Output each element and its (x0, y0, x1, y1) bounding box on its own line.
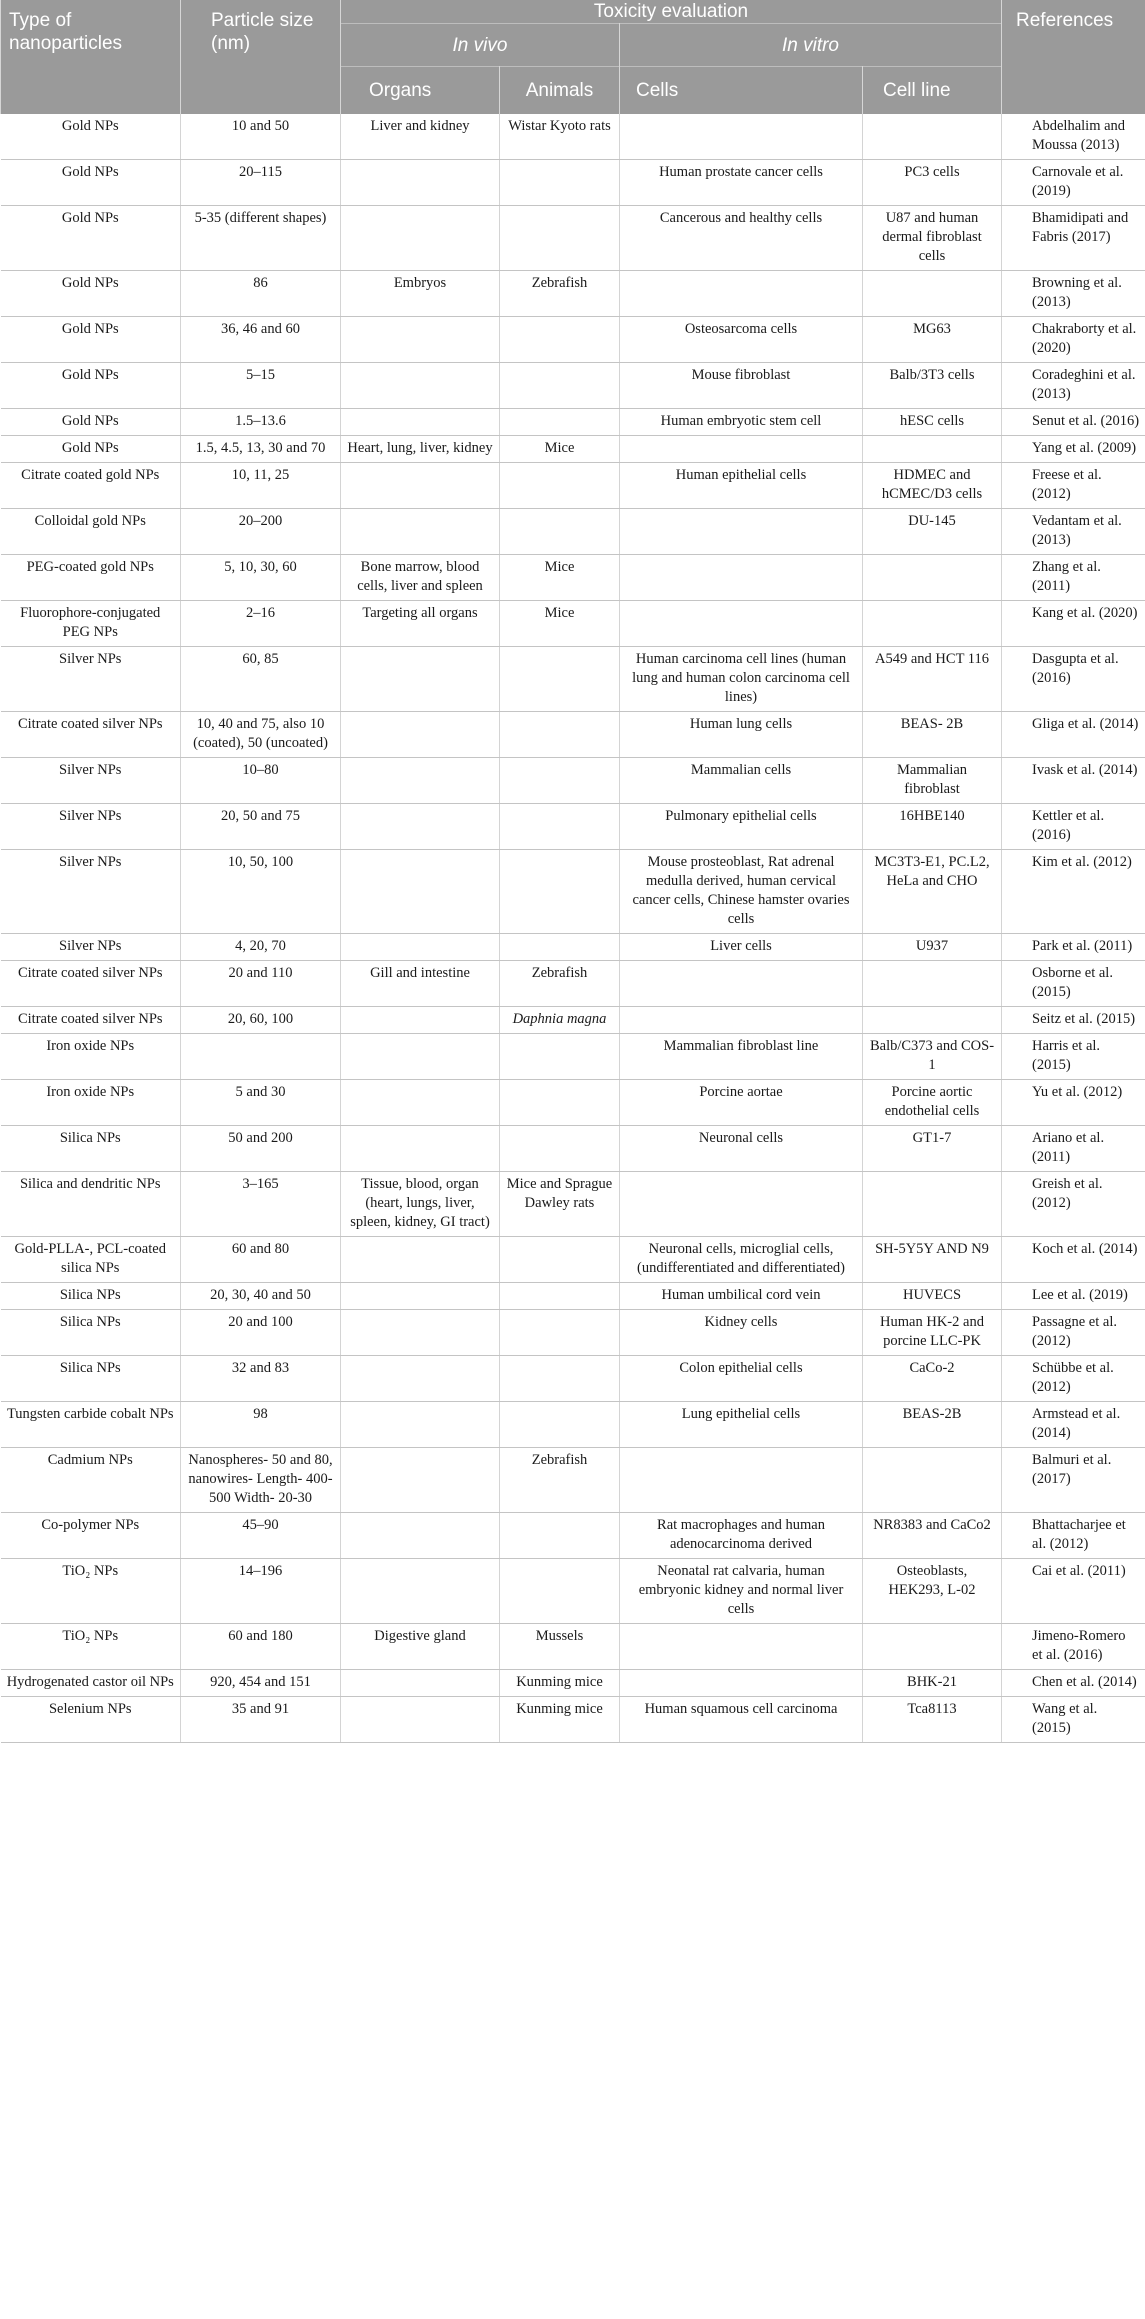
cell-organs (341, 206, 500, 271)
cell-type: Silver NPs (1, 934, 181, 961)
cell-type: Iron oxide NPs (1, 1034, 181, 1080)
cell-cell-line: HDMEC and hCMEC/D3 cells (863, 463, 1002, 509)
cell-cells: Mouse fibroblast (620, 363, 863, 409)
cell-organs (341, 1513, 500, 1559)
cell-organs: Embryos (341, 271, 500, 317)
cell-cell-line: hESC cells (863, 409, 1002, 436)
cell-particle-size: 4, 20, 70 (181, 934, 341, 961)
cell-reference: Seitz et al. (2015) (1002, 1007, 1145, 1034)
cell-type: Silica NPs (1, 1310, 181, 1356)
cell-organs: Digestive gland (341, 1624, 500, 1670)
cell-organs (341, 1697, 500, 1743)
cell-particle-size: 20–200 (181, 509, 341, 555)
cell-cells (620, 1624, 863, 1670)
cell-organs (341, 1356, 500, 1402)
cell-particle-size: 60, 85 (181, 647, 341, 712)
cell-cell-line: DU-145 (863, 509, 1002, 555)
cell-type: Fluorophore-conjugated PEG NPs (1, 601, 181, 647)
cell-type: Co-polymer NPs (1, 1513, 181, 1559)
cell-reference: Armstead et al. (2014) (1002, 1402, 1145, 1448)
cell-animals: Mice and Sprague Dawley rats (500, 1172, 620, 1237)
cell-cell-line (863, 1007, 1002, 1034)
cell-cells: Liver cells (620, 934, 863, 961)
cell-type: Citrate coated gold NPs (1, 463, 181, 509)
cell-type: Silica NPs (1, 1283, 181, 1310)
cell-cells: Colon epithelial cells (620, 1356, 863, 1402)
cell-type: Citrate coated silver NPs (1, 961, 181, 1007)
cell-cells: Human squamous cell carcinoma (620, 1697, 863, 1743)
table-row (1, 1283, 1145, 1310)
cell-reference: Kettler et al. (2016) (1002, 804, 1145, 850)
cell-cell-line: Tca8113 (863, 1697, 1002, 1743)
cell-animals (500, 1513, 620, 1559)
cell-particle-size: 20, 60, 100 (181, 1007, 341, 1034)
cell-cells: Neuronal cells, microglial cells, (undifferentiated and differentiated) (620, 1237, 863, 1283)
cell-cells: Kidney cells (620, 1310, 863, 1356)
header-in-vivo: In vivo (341, 24, 620, 67)
cell-type: Citrate coated silver NPs (1, 1007, 181, 1034)
table-row (1, 1513, 1145, 1559)
cell-cell-line: PC3 cells (863, 160, 1002, 206)
cell-animals (500, 509, 620, 555)
cell-organs (341, 409, 500, 436)
cell-cells (620, 1670, 863, 1697)
table-row (1, 804, 1145, 850)
cell-organs: Bone marrow, blood cells, liver and spleen (341, 555, 500, 601)
table-row (1, 601, 1145, 647)
table-row (1, 271, 1145, 317)
table-row (1, 1402, 1145, 1448)
cell-particle-size: 20, 30, 40 and 50 (181, 1283, 341, 1310)
table-row (1, 758, 1145, 804)
cell-type: Silica NPs (1, 1126, 181, 1172)
table-row (1, 317, 1145, 363)
cell-cells (620, 271, 863, 317)
cell-cells (620, 1007, 863, 1034)
cell-type: Gold NPs (1, 409, 181, 436)
cell-cell-line: Human HK-2 and porcine LLC-PK (863, 1310, 1002, 1356)
cell-cells: Human umbilical cord vein (620, 1283, 863, 1310)
cell-reference: Freese et al. (2012) (1002, 463, 1145, 509)
cell-organs (341, 463, 500, 509)
cell-cell-line: Balb/3T3 cells (863, 363, 1002, 409)
table-row (1, 850, 1145, 934)
cell-organs (341, 647, 500, 712)
header-toxicity-evaluation: Toxicity evaluation (341, 0, 1002, 24)
table-row (1, 114, 1145, 160)
cell-organs (341, 509, 500, 555)
header-in-vitro: In vitro (620, 24, 1002, 67)
cell-reference: Browning et al. (2013) (1002, 271, 1145, 317)
cell-particle-size: 5, 10, 30, 60 (181, 555, 341, 601)
cell-cell-line (863, 436, 1002, 463)
cell-cells: Lung epithelial cells (620, 1402, 863, 1448)
table-row (1, 1356, 1145, 1402)
cell-reference: Carnovale et al. (2019) (1002, 160, 1145, 206)
cell-organs: Targeting all organs (341, 601, 500, 647)
cell-animals (500, 463, 620, 509)
cell-organs (341, 850, 500, 934)
header-references: References (1002, 0, 1145, 114)
cell-organs (341, 1448, 500, 1513)
cell-organs: Liver and kidney (341, 114, 500, 160)
table-row (1, 363, 1145, 409)
cell-cell-line (863, 961, 1002, 1007)
cell-particle-size: 20 and 110 (181, 961, 341, 1007)
table-row (1, 409, 1145, 436)
cell-animals (500, 1283, 620, 1310)
cell-cells: Human epithelial cells (620, 463, 863, 509)
cell-particle-size: 1.5, 4.5, 13, 30 and 70 (181, 436, 341, 463)
cell-organs (341, 1080, 500, 1126)
cell-particle-size: 10–80 (181, 758, 341, 804)
cell-organs (341, 758, 500, 804)
cell-cell-line: SH-5Y5Y AND N9 (863, 1237, 1002, 1283)
cell-animals (500, 160, 620, 206)
cell-organs (341, 1034, 500, 1080)
cell-animals: Mice (500, 601, 620, 647)
cell-particle-size: 3–165 (181, 1172, 341, 1237)
cell-animals (500, 317, 620, 363)
cell-cells (620, 436, 863, 463)
cell-cell-line: MC3T3-E1, PC.L2, HeLa and CHO (863, 850, 1002, 934)
cell-animals (500, 409, 620, 436)
cell-particle-size: 98 (181, 1402, 341, 1448)
cell-type: Gold NPs (1, 114, 181, 160)
cell-cell-line (863, 1448, 1002, 1513)
cell-cells (620, 114, 863, 160)
cell-animals: Wistar Kyoto rats (500, 114, 620, 160)
cell-organs (341, 1670, 500, 1697)
cell-particle-size: 5-35 (different shapes) (181, 206, 341, 271)
cell-animals (500, 1034, 620, 1080)
cell-animals: Zebrafish (500, 961, 620, 1007)
cell-cell-line: Balb/C373 and COS-1 (863, 1034, 1002, 1080)
table-row (1, 1034, 1145, 1080)
cell-animals (500, 934, 620, 961)
cell-type: Silver NPs (1, 804, 181, 850)
table-row (1, 509, 1145, 555)
table-body (1, 114, 1145, 1743)
cell-animals (500, 1237, 620, 1283)
cell-organs (341, 1007, 500, 1034)
cell-animals (500, 647, 620, 712)
cell-particle-size: 60 and 80 (181, 1237, 341, 1283)
cell-particle-size: 14–196 (181, 1559, 341, 1624)
cell-cell-line: BEAS-2B (863, 1402, 1002, 1448)
cell-animals: Mice (500, 555, 620, 601)
cell-animals: Mussels (500, 1624, 620, 1670)
cell-reference: Yu et al. (2012) (1002, 1080, 1145, 1126)
cell-animals (500, 1356, 620, 1402)
cell-particle-size: 5 and 30 (181, 1080, 341, 1126)
cell-type: Hydrogenated castor oil NPs (1, 1670, 181, 1697)
cell-type: Gold NPs (1, 160, 181, 206)
cell-reference: Harris et al. (2015) (1002, 1034, 1145, 1080)
cell-cell-line (863, 601, 1002, 647)
cell-cells (620, 509, 863, 555)
cell-reference: Balmuri et al. (2017) (1002, 1448, 1145, 1513)
cell-animals (500, 758, 620, 804)
cell-reference: Dasgupta et al. (2016) (1002, 647, 1145, 712)
cell-type: Colloidal gold NPs (1, 509, 181, 555)
cell-organs: Heart, lung, liver, kidney (341, 436, 500, 463)
cell-reference: Chakraborty et al. (2020) (1002, 317, 1145, 363)
cell-organs: Tissue, blood, organ (heart, lungs, liver, spleen, kidney, GI tract) (341, 1172, 500, 1237)
cell-cells: Mammalian cells (620, 758, 863, 804)
cell-organs (341, 804, 500, 850)
cell-cells: Mammalian fibroblast line (620, 1034, 863, 1080)
cell-type: Silica NPs (1, 1356, 181, 1402)
cell-reference: Park et al. (2011) (1002, 934, 1145, 961)
cell-particle-size: 32 and 83 (181, 1356, 341, 1402)
cell-type: TiO₂ NPs (1, 1624, 181, 1670)
cell-reference: Abdelhalim and Moussa (2013) (1002, 114, 1145, 160)
cell-cell-line: BHK-21 (863, 1670, 1002, 1697)
cell-particle-size: 920, 454 and 151 (181, 1670, 341, 1697)
cell-type: Gold NPs (1, 317, 181, 363)
cell-type: TiO₂ NPs (1, 1559, 181, 1624)
cell-particle-size: 35 and 91 (181, 1697, 341, 1743)
table-row (1, 1697, 1145, 1743)
cell-reference: Gliga et al. (2014) (1002, 712, 1145, 758)
cell-animals: Kunming mice (500, 1697, 620, 1743)
cell-animals (500, 363, 620, 409)
table-row (1, 1007, 1145, 1034)
cell-organs (341, 1402, 500, 1448)
cell-cell-line: CaCo-2 (863, 1356, 1002, 1402)
cell-cells (620, 961, 863, 1007)
cell-cell-line: HUVECS (863, 1283, 1002, 1310)
cell-particle-size: 86 (181, 271, 341, 317)
cell-type: Selenium NPs (1, 1697, 181, 1743)
cell-particle-size: 10 and 50 (181, 114, 341, 160)
cell-cells: Human carcinoma cell lines (human lung and human colon carcinoma cell lines) (620, 647, 863, 712)
header-animals: Animals (500, 67, 620, 115)
cell-reference: Koch et al. (2014) (1002, 1237, 1145, 1283)
header-cells: Cells (620, 67, 863, 115)
cell-particle-size: 20 and 100 (181, 1310, 341, 1356)
cell-particle-size: 1.5–13.6 (181, 409, 341, 436)
table-row (1, 961, 1145, 1007)
cell-organs (341, 1237, 500, 1283)
cell-organs (341, 934, 500, 961)
cell-reference: Bhattacharjee et al. (2012) (1002, 1513, 1145, 1559)
cell-cells (620, 601, 863, 647)
cell-cell-line: U937 (863, 934, 1002, 961)
cell-type: PEG-coated gold NPs (1, 555, 181, 601)
cell-particle-size: 50 and 200 (181, 1126, 341, 1172)
cell-organs (341, 363, 500, 409)
cell-animals (500, 804, 620, 850)
table-row (1, 1670, 1145, 1697)
cell-reference: Osborne et al. (2015) (1002, 961, 1145, 1007)
cell-particle-size: 36, 46 and 60 (181, 317, 341, 363)
table-row (1, 647, 1145, 712)
cell-animals: Mice (500, 436, 620, 463)
cell-reference: Ivask et al. (2014) (1002, 758, 1145, 804)
cell-particle-size: 20, 50 and 75 (181, 804, 341, 850)
cell-particle-size: 10, 11, 25 (181, 463, 341, 509)
cell-animals (500, 1080, 620, 1126)
cell-cells (620, 1448, 863, 1513)
table-row (1, 1559, 1145, 1624)
cell-cell-line: MG63 (863, 317, 1002, 363)
cell-cells: Human prostate cancer cells (620, 160, 863, 206)
header-organs: Organs (341, 67, 500, 115)
cell-reference: Kang et al. (2020) (1002, 601, 1145, 647)
cell-particle-size: 45–90 (181, 1513, 341, 1559)
cell-type: Citrate coated silver NPs (1, 712, 181, 758)
cell-cell-line (863, 555, 1002, 601)
cell-cells: Neonatal rat calvaria, human embryonic kidney and normal liver cells (620, 1559, 863, 1624)
cell-particle-size: 10, 40 and 75, also 10 (coated), 50 (uncoated) (181, 712, 341, 758)
cell-organs (341, 1126, 500, 1172)
cell-reference: Zhang et al. (2011) (1002, 555, 1145, 601)
cell-animals (500, 1559, 620, 1624)
cell-reference: Yang et al. (2009) (1002, 436, 1145, 463)
cell-animals (500, 1310, 620, 1356)
header-cell-line: Cell line (863, 67, 1002, 115)
cell-cell-line: U87 and human dermal fibroblast cells (863, 206, 1002, 271)
header-type-of-nanoparticles: Type of nanoparticles (1, 0, 181, 114)
cell-organs (341, 160, 500, 206)
table-header (1, 0, 1145, 114)
cell-animals: Zebrafish (500, 271, 620, 317)
cell-reference: Wang et al. (2015) (1002, 1697, 1145, 1743)
table-row (1, 463, 1145, 509)
cell-particle-size: 20–115 (181, 160, 341, 206)
cell-cell-line (863, 1624, 1002, 1670)
cell-reference: Lee et al. (2019) (1002, 1283, 1145, 1310)
cell-organs (341, 1559, 500, 1624)
cell-reference: Bhamidipati and Fabris (2017) (1002, 206, 1145, 271)
table-row (1, 1172, 1145, 1237)
header-particle-size: Particle size (nm) (181, 0, 341, 114)
cell-particle-size: 60 and 180 (181, 1624, 341, 1670)
cell-reference: Ariano et al. (2011) (1002, 1126, 1145, 1172)
cell-reference: Vedantam et al. (2013) (1002, 509, 1145, 555)
cell-type: Silica and dendritic NPs (1, 1172, 181, 1237)
cell-cells: Mouse prosteoblast, Rat adrenal medulla derived, human cervical cancer cells, Chinese hamster ovaries cells (620, 850, 863, 934)
table-row (1, 1624, 1145, 1670)
cell-type: Silver NPs (1, 850, 181, 934)
cell-cell-line: Porcine aortic endothelial cells (863, 1080, 1002, 1126)
cell-reference: Senut et al. (2016) (1002, 409, 1145, 436)
cell-type: Silver NPs (1, 758, 181, 804)
cell-cells: Rat macrophages and human adenocarcinoma derived (620, 1513, 863, 1559)
cell-cells: Human embryotic stem cell (620, 409, 863, 436)
cell-particle-size (181, 1034, 341, 1080)
cell-type: Gold NPs (1, 271, 181, 317)
cell-type: Silver NPs (1, 647, 181, 712)
cell-organs (341, 317, 500, 363)
cell-animals: Zebrafish (500, 1448, 620, 1513)
cell-type: Gold NPs (1, 436, 181, 463)
table-row (1, 555, 1145, 601)
cell-cell-line: Mammalian fibroblast (863, 758, 1002, 804)
cell-animals (500, 850, 620, 934)
cell-reference: Jimeno-Romero et al. (2016) (1002, 1624, 1145, 1670)
cell-cell-line (863, 271, 1002, 317)
cell-cell-line: 16HBE140 (863, 804, 1002, 850)
cell-type: Gold NPs (1, 363, 181, 409)
cell-animals: Kunming mice (500, 1670, 620, 1697)
cell-organs (341, 1310, 500, 1356)
cell-particle-size: 10, 50, 100 (181, 850, 341, 934)
table-row (1, 160, 1145, 206)
table-row (1, 1448, 1145, 1513)
table-row (1, 934, 1145, 961)
cell-cells: Cancerous and healthy cells (620, 206, 863, 271)
cell-cell-line: A549 and HCT 116 (863, 647, 1002, 712)
cell-animals (500, 712, 620, 758)
cell-cell-line (863, 114, 1002, 160)
cell-cells (620, 555, 863, 601)
cell-reference: Schübbe et al. (2012) (1002, 1356, 1145, 1402)
cell-animals (500, 1402, 620, 1448)
cell-reference: Cai et al. (2011) (1002, 1559, 1145, 1624)
cell-particle-size: Nanospheres- 50 and 80, nanowires- Length- 400-500 Width- 20-30 (181, 1448, 341, 1513)
cell-type: Iron oxide NPs (1, 1080, 181, 1126)
table-row (1, 712, 1145, 758)
table-row (1, 1080, 1145, 1126)
cell-cell-line: Osteoblasts, HEK293, L-02 (863, 1559, 1002, 1624)
table-row (1, 1126, 1145, 1172)
cell-reference: Passagne et al. (2012) (1002, 1310, 1145, 1356)
cell-organs (341, 712, 500, 758)
cell-cell-line: NR8383 and CaCo2 (863, 1513, 1002, 1559)
cell-type: Gold NPs (1, 206, 181, 271)
cell-reference: Chen et al. (2014) (1002, 1670, 1145, 1697)
table-row (1, 436, 1145, 463)
cell-animals (500, 206, 620, 271)
cell-particle-size: 5–15 (181, 363, 341, 409)
cell-reference: Kim et al. (2012) (1002, 850, 1145, 934)
cell-type: Tungsten carbide cobalt NPs (1, 1402, 181, 1448)
cell-type: Gold-PLLA-, PCL-coated silica NPs (1, 1237, 181, 1283)
table-row (1, 1237, 1145, 1283)
cell-type: Cadmium NPs (1, 1448, 181, 1513)
cell-cells: Osteosarcoma cells (620, 317, 863, 363)
cell-cell-line: BEAS- 2B (863, 712, 1002, 758)
cell-organs: Gill and intestine (341, 961, 500, 1007)
cell-reference: Greish et al. (2012) (1002, 1172, 1145, 1237)
table-row (1, 1310, 1145, 1356)
cell-animals (500, 1126, 620, 1172)
cell-cells: Neuronal cells (620, 1126, 863, 1172)
cell-cell-line: GT1-7 (863, 1126, 1002, 1172)
cell-cells: Pulmonary epithelial cells (620, 804, 863, 850)
cell-cells (620, 1172, 863, 1237)
cell-particle-size: 2–16 (181, 601, 341, 647)
cell-cell-line (863, 1172, 1002, 1237)
cell-cells: Human lung cells (620, 712, 863, 758)
cell-animals: Daphnia magna (500, 1007, 620, 1034)
cell-organs (341, 1283, 500, 1310)
cell-cells: Porcine aortae (620, 1080, 863, 1126)
cell-reference: Coradeghini et al. (2013) (1002, 363, 1145, 409)
table-row (1, 206, 1145, 271)
